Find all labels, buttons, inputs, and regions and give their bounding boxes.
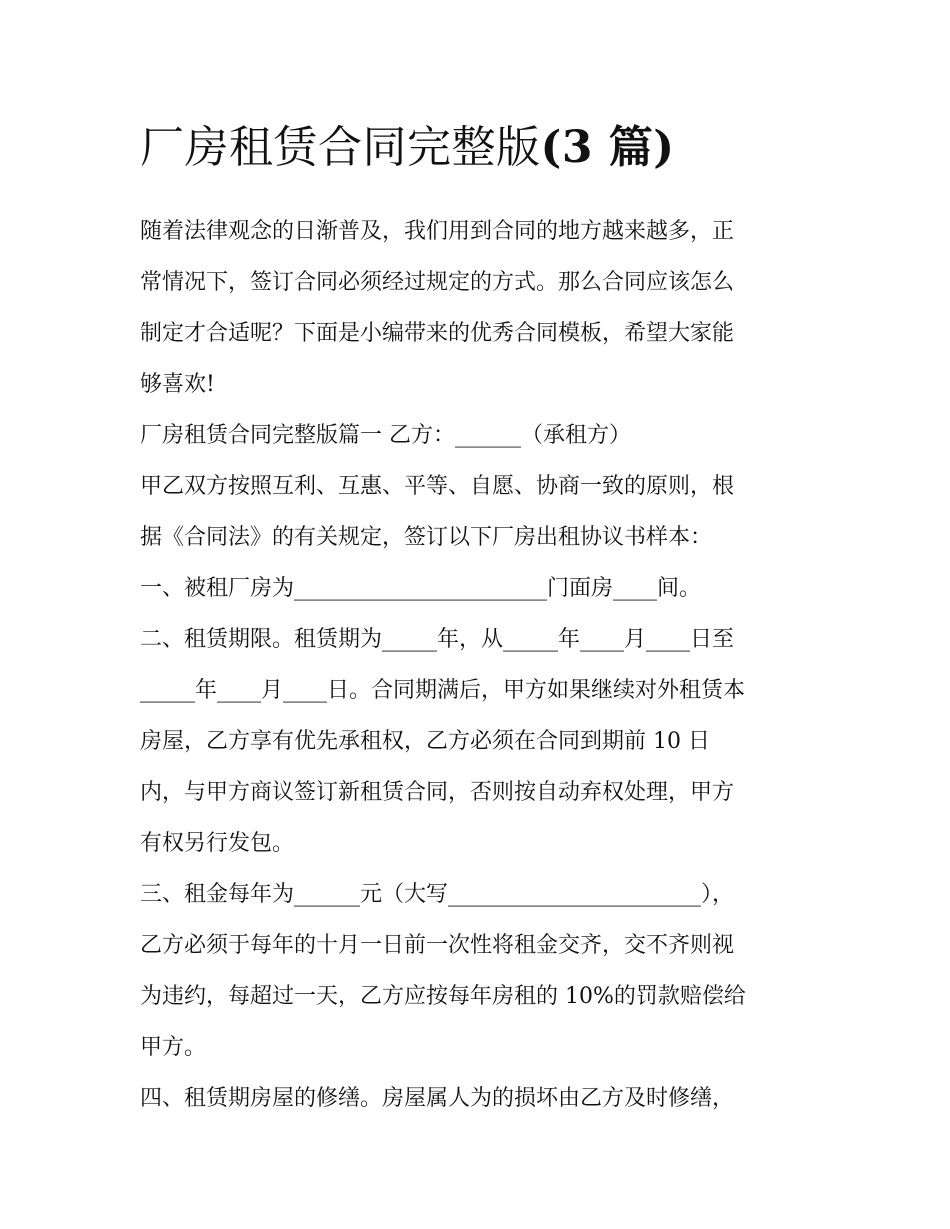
section-heading: 厂房租赁合同完整版篇一 乙方：______（承租方） (140, 423, 631, 448)
text-line: 有权另行发包。 (140, 831, 295, 856)
text-line: _____年____月____日。合同期满后，甲方如果继续对外租赁本 (140, 678, 746, 703)
text-line: 制定才合适呢？下面是小编带来的优秀合同模板，希望大家能 (140, 321, 735, 346)
text-line: 够喜欢! (140, 372, 215, 397)
text-line: 常情况下，签订合同必须经过规定的方式。那么合同应该怎么 (140, 270, 735, 295)
document-title-text: 厂房租赁合同完整版 (140, 122, 541, 173)
clause-4: 四、租赁期房屋的修缮。房屋属人为的损坏由乙方及时修缮， (140, 1086, 735, 1111)
text-line: 甲乙双方按照互利、互惠、平等、自愿、协商一致的原则，根 (140, 474, 735, 499)
clause-1: 一、被租厂房为_______________________门面房____间。 (140, 576, 702, 601)
clause-3: 三、租金每年为______元（大写_______________________）， (140, 882, 735, 907)
text-line: 随着法律观念的日渐普及，我们用到合同的地方越来越多，正 (140, 219, 735, 244)
document-body (140, 112, 815, 1124)
text-line: 为违约，每超过一天，乙方应按每年房租的 10%的罚款赔偿给 (140, 984, 746, 1009)
document-title (140, 112, 815, 184)
document-title-suffix: (3 篇) (540, 122, 675, 173)
clause-2: 二、租赁期限。租赁期为_____年，从_____年____月____日至 (140, 627, 735, 652)
text-line: 房屋，乙方享有优先承租权，乙方必须在合同到期前 10 日 (140, 729, 710, 754)
text-line: 甲方。 (140, 1035, 207, 1060)
text-line: 内，与甲方商议签订新租赁合同，否则按自动弃权处理，甲方 (140, 780, 735, 805)
text-line: 乙方必须于每年的十月一日前一次性将租金交齐，交不齐则视 (140, 933, 735, 958)
text-line: 据《合同法》的有关规定，签订以下厂房出租协议书样本： (140, 525, 713, 550)
